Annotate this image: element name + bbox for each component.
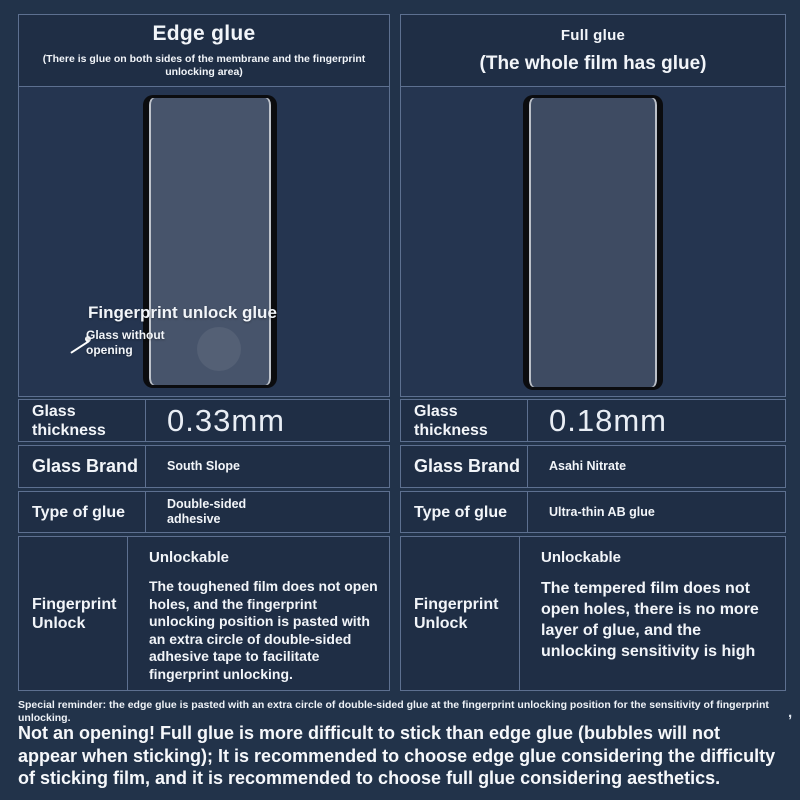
- full-glue-title: Full glue: [560, 26, 626, 44]
- edge-glue-subtitle: (There is glue on both sides of the membrane and the fingerprint unlocking area): [42, 53, 366, 78]
- table-row: [18, 491, 390, 533]
- fingerprint-unlock-glue-label: Fingerprint unlock glue: [88, 303, 277, 322]
- edge-glue-title: Edge glue: [152, 22, 256, 45]
- table-row: [18, 536, 390, 691]
- glass-brand-label: Glass Brand: [19, 446, 146, 487]
- fingerprint-unlock-label: Fingerprint Unlock: [32, 595, 117, 632]
- glass-brand-value: Asahi Nitrate: [549, 459, 627, 473]
- edge-glue-photo-panel: [18, 86, 390, 397]
- edge-glue-header: [18, 14, 390, 87]
- full-glue-photo-panel: [400, 86, 786, 397]
- type-of-glue-value: Ultra-thin AB glue: [549, 504, 655, 519]
- glass-thickness-label: Glass thickness: [401, 400, 528, 441]
- fingerprint-area-circle: [197, 327, 241, 371]
- table-row: [18, 445, 390, 488]
- type-of-glue-label: Type of glue: [401, 492, 528, 532]
- type-of-glue-value: Double-sided adhesive: [167, 497, 247, 526]
- table-row: [400, 445, 786, 488]
- full-glue-header: [400, 14, 786, 87]
- glass-brand-label: Glass Brand: [401, 446, 528, 487]
- type-of-glue-label: Type of glue: [19, 492, 146, 532]
- table-row: [400, 491, 786, 533]
- table-row: [400, 399, 786, 442]
- fingerprint-unlock-label: Fingerprint Unlock: [414, 595, 499, 632]
- glass-without-opening-label: Glass without opening: [86, 328, 165, 357]
- edge-glue-spec-table: [18, 396, 390, 691]
- glass-brand-value: South Slope: [167, 459, 240, 473]
- stray-comma-mark: ,: [788, 704, 793, 721]
- glass-thickness-value: 0.33mm: [167, 402, 285, 438]
- special-reminder-text: Special reminder: the edge glue is pasted with an extra circle of double-sided glue at the fingerprint unlocking position for the sensitivity of fingerprint unlocking.: [18, 699, 769, 724]
- unlockable-heading: Unlockable: [149, 549, 230, 566]
- fingerprint-unlock-description: The tempered film does not open holes, there is no more layer of glue, and the unlocking sensitivity is high: [541, 580, 759, 660]
- glass-thickness-value: 0.18mm: [549, 402, 667, 438]
- table-row: [18, 399, 390, 442]
- bottom-advice-text: Not an opening! Full glue is more difficult to stick than edge glue (bubbles will not appear when sticking); It is recommended to choose edge glue considering the difficulty of sticking film, and it is recommended to choose full glue considering aesthetics.: [18, 723, 776, 788]
- fingerprint-unlock-description: The toughened film does not open holes, and the fingerprint unlocking position is pasted with an extra circle of double-sided adhesive tape to facilitate fingerprint unlocking.: [149, 578, 378, 682]
- unlockable-heading: Unlockable: [541, 549, 622, 566]
- full-glue-screen-protector-image: [523, 95, 663, 390]
- full-glue-spec-table: [400, 396, 786, 691]
- table-row: [400, 536, 786, 691]
- full-glue-subtitle: (The whole film has glue): [479, 52, 707, 74]
- glass-thickness-label: Glass thickness: [19, 400, 146, 441]
